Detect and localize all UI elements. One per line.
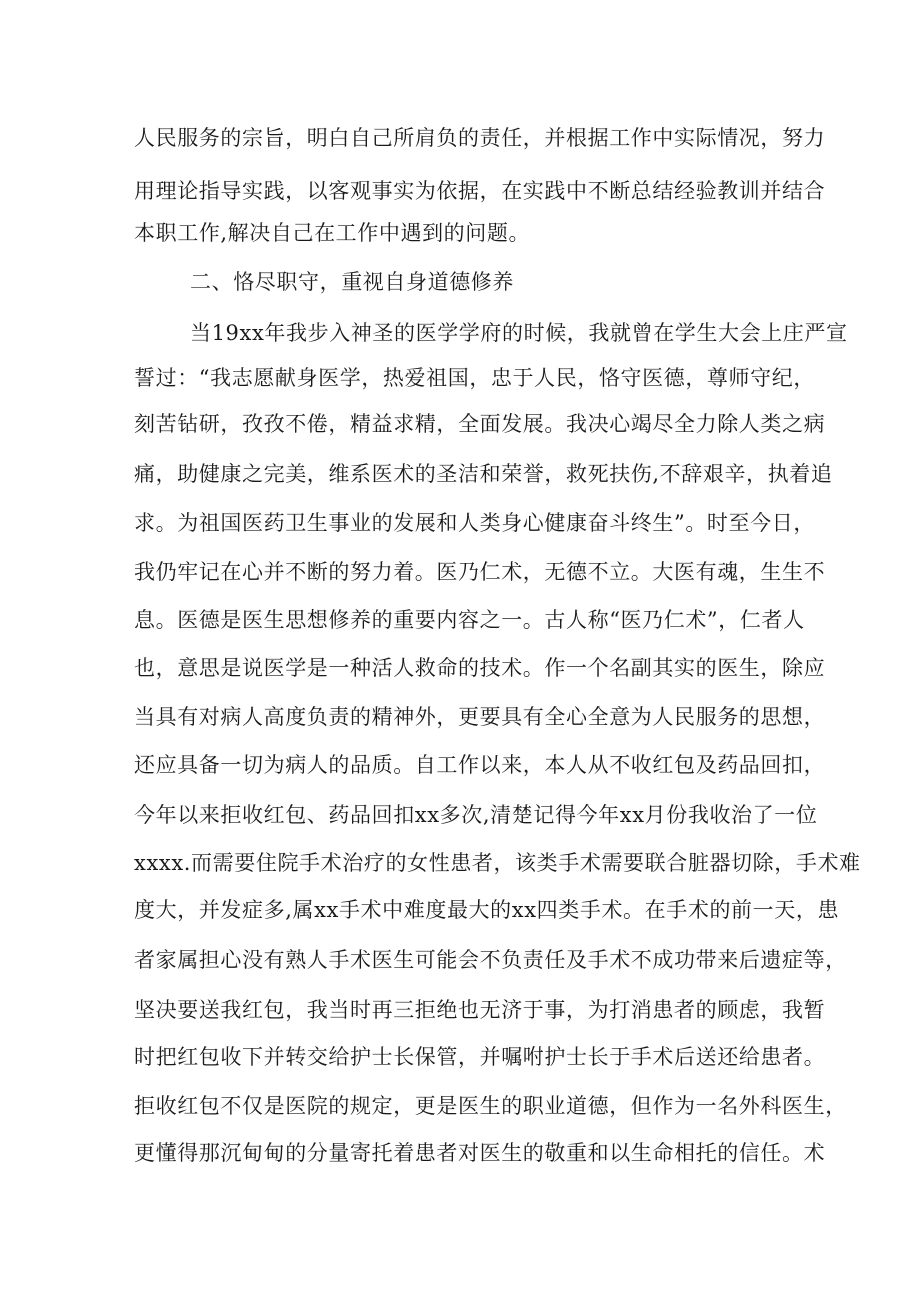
text-line: 坚决要送我红包，我当时再三拒绝也无济于事，为打消患者的顾虑，我暂 — [134, 998, 826, 1022]
text-line: 当具有对病人高度负责的精神外，更要具有全心全意为人民服务的思想， — [134, 705, 826, 729]
text-line: 誓过：“我志愿献身医学，热爱祖国，忠于人民，恪守医德，尊师守纪， — [134, 366, 815, 390]
text-line: 人民服务的宗旨，明白自己所肩负的责任，并根据工作中实际情况，努力 — [134, 126, 826, 150]
text-line: 当19xx年我步入神圣的医学学府的时候，我就曾在学生大会上庄严宣 — [190, 321, 848, 345]
text-line: 求。为祖国医药卫生事业的发展和人类身心健康奋斗终生”。时至今日， — [134, 511, 815, 535]
text-line: 时把红包收下并转交给护士长保管，并嘱咐护士长于手术后送还给患者。 — [134, 1045, 826, 1069]
text-line: 度大，并发症多,属xx手术中难度最大的xx四类手术。在手术的前一天，患 — [134, 898, 840, 922]
text-line: 我仍牢记在心并不断的努力着。医乃仁术，无德不立。大医有魂，生生不 — [134, 560, 826, 584]
section-heading: 二、恪尽职守，重视自身道德修养 — [190, 270, 514, 294]
text-line: 拒收红包不仅是医院的规定，更是医生的职业道德，但作为一名外科医生， — [134, 1094, 847, 1118]
text-line: 今年以来拒收红包、药品回扣xx多次,清楚记得今年xx月份我收治了一位 — [134, 803, 818, 827]
text-line: 痛，助健康之完美，维系医术的圣洁和荣誉，救死扶伤,不辞艰辛，执着追 — [134, 462, 833, 486]
text-line: 更懂得那沉甸甸的分量寄托着患者对医生的敬重和以生命相托的信任。术 — [134, 1141, 826, 1165]
text-line: 用理论指导实践，以客观事实为依据，在实践中不断总结经验教训并结合 — [134, 179, 826, 203]
text-line: xxxx.而需要住院手术治疗的女性患者，该类手术需要联合脏器切除，手术难 — [134, 851, 861, 875]
text-line: 还应具备一切为病人的品质。自工作以来，本人从不收红包及药品回扣， — [134, 753, 826, 777]
text-line: 本职工作,解决自己在工作中遇到的问题。 — [134, 221, 531, 245]
text-line: 者家属担心没有熟人手术医生可能会不负责任及手术不成功带来后遗症等， — [134, 948, 847, 972]
text-line: 息。医德是医生思想修养的重要内容之一。古人称“医乃仁术”，仁者人 — [134, 608, 805, 632]
text-line: 刻苦钻研，孜孜不倦，精益求精，全面发展。我决心竭尽全力除人类之病 — [134, 412, 826, 436]
text-line: 也，意思是说医学是一种活人救命的技术。作一个名副其实的医生，除应 — [134, 656, 826, 680]
